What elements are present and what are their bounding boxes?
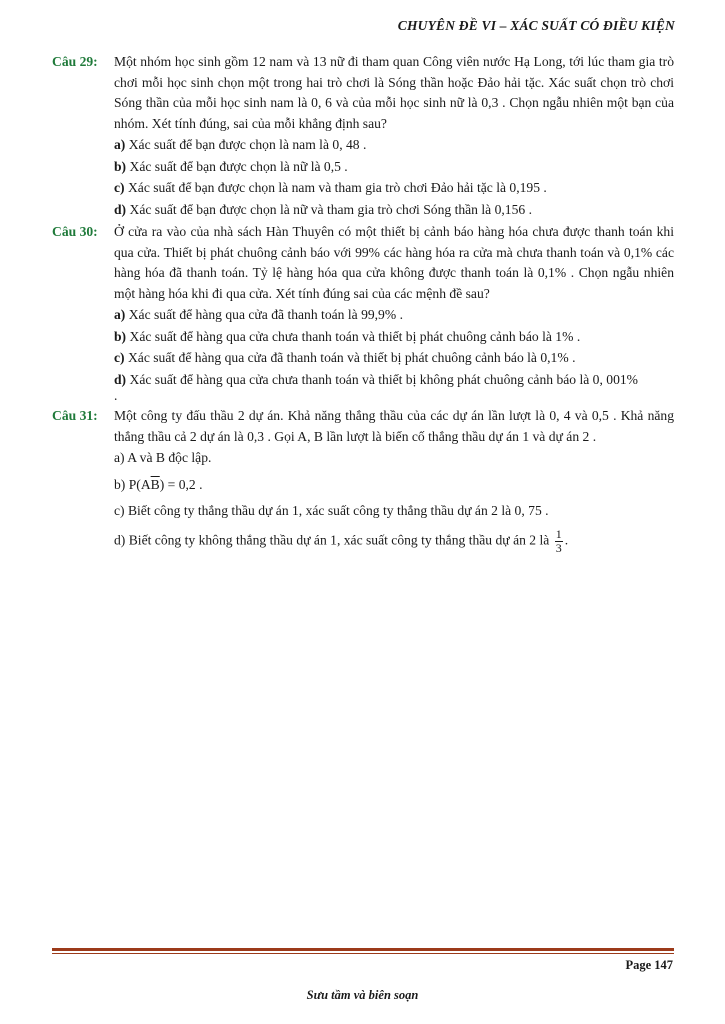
page-number: Page 147 — [625, 958, 673, 972]
option-letter: b) — [114, 158, 127, 174]
option-letter: a) — [114, 450, 125, 465]
question-stem: Một công ty đấu thầu 2 dự án. Khả năng thắng thầu của các dự án lần lượt là 0, 4 và 0,5 . Khả năng thắng thầu cả 2 dự án là 0,3 . Gọi A, B lần lượt là biến cố thắng thầu dự án 1 và dự án 2 . — [114, 408, 674, 444]
option-d — [114, 528, 674, 555]
option-b — [114, 475, 674, 496]
option-letter: c) — [114, 180, 125, 195]
option-text: Xác suất để hàng qua cửa đã thanh toán và thiết bị phát chuông cảnh báo là 0,1% . — [127, 350, 576, 365]
formula-post: ) = 0,2 . — [159, 476, 203, 492]
option-letter: d) — [114, 371, 127, 387]
fraction — [555, 528, 563, 555]
option-letter: a) — [114, 307, 126, 322]
question-label: Câu 29: — [52, 54, 98, 69]
option-text: Xác suất để bạn được chọn là nữ và tham gia trò chơi Sóng thần là 0,156 . — [129, 201, 532, 217]
option-post: . — [564, 532, 569, 548]
option-text: A và B độc lập. — [127, 450, 212, 465]
trailing-period: . — [114, 388, 118, 403]
fraction-denominator: 3 — [555, 540, 562, 555]
question-31 — [52, 406, 674, 555]
question-label: Câu 30: — [52, 224, 98, 239]
question-label: Câu 31: — [52, 408, 98, 423]
option-a — [114, 135, 674, 156]
option-d — [114, 200, 674, 221]
option-letter: a) — [114, 137, 126, 152]
option-b — [114, 157, 674, 178]
option-b — [114, 327, 674, 348]
option-letter: d) — [114, 201, 127, 217]
option-c — [114, 348, 674, 369]
option-letter: c) — [114, 503, 125, 518]
option-letter: d) — [114, 532, 126, 548]
formula-complement-b: $\overline{B}$ — [150, 476, 160, 492]
option-c — [114, 178, 674, 199]
question-30 — [52, 222, 674, 404]
option-text: Xác suất để bạn được chọn là nữ là 0,5 . — [129, 158, 348, 174]
option-a — [114, 448, 674, 469]
question-body — [114, 222, 674, 404]
question-body — [114, 52, 674, 220]
page-header-title: CHUYÊN ĐỀ VI – XÁC SUẤT CÓ ĐIỀU KIỆN — [397, 18, 675, 33]
question-stem: Một nhóm học sinh gồm 12 nam và 13 nữ đi tham quan Công viên nước Hạ Long, tới lúc tham gia trò chơi mỗi học sinh chọn một trong hai trò chơi là Sóng thần hoặc Đảo hải tặc. Xác suất chọn trò chơi Sóng thần của mỗi học sinh nam là 0, 6 và của mỗi học sinh nữ là 0,3 . Chọn ngẫu nhiên một bạn của nhóm. Xét tính đúng, sai của mỗi khẳng định sau? — [114, 54, 674, 131]
option-letter: b) — [114, 476, 126, 492]
formula-pre: P(A — [128, 476, 151, 492]
option-text: Xác suất để hàng qua cửa chưa thanh toán và thiết bị không phát chuông cảnh báo là 0, 001% — [129, 371, 638, 387]
option-text: Xác suất để hàng qua cửa đã thanh toán là 99,9% . — [128, 307, 403, 322]
footer-credit: Sưu tầm và biên soạn — [306, 988, 419, 1002]
option-letter: b) — [114, 328, 127, 344]
footer-divider — [52, 948, 674, 954]
question-stem: Ở cửa ra vào của nhà sách Hàn Thuyên có một thiết bị cảnh báo hàng hóa chưa được thanh toán khi qua cửa. Thiết bị phát chuông cảnh báo với 99% các hàng hóa ra cửa mà chưa thanh toán và 0,1% các hàng hóa đã thanh toán. Tỷ lệ hàng hóa qua cửa không được thanh toán là 0,1% . Chọn ngẫu nhiên một hàng hóa khi đi qua cửa. Xét tính đúng sai của các mệnh đề sau? — [114, 224, 674, 301]
option-d — [114, 370, 674, 391]
question-29 — [52, 52, 674, 220]
option-text: Xác suất để hàng qua cửa chưa thanh toán và thiết bị phát chuông cảnh báo là 1% . — [129, 328, 581, 344]
option-c — [114, 501, 674, 522]
fraction-numerator: 1 — [555, 526, 562, 541]
option-a — [114, 305, 674, 326]
document-content — [52, 52, 674, 557]
option-text: Xác suất để bạn được chọn là nam là 0, 48 . — [128, 137, 367, 152]
question-body — [114, 406, 674, 555]
option-text: Xác suất để bạn được chọn là nam và tham gia trò chơi Đảo hải tặc là 0,195 . — [127, 180, 547, 195]
option-text: Biết công ty thắng thầu dự án 1, xác suất công ty thắng thầu dự án 2 là 0, 75 . — [127, 503, 549, 518]
option-letter: c) — [114, 350, 125, 365]
option-text: Biết công ty không thắng thầu dự án 1, xác suất công ty thắng thầu dự án 2 là — [128, 532, 550, 548]
